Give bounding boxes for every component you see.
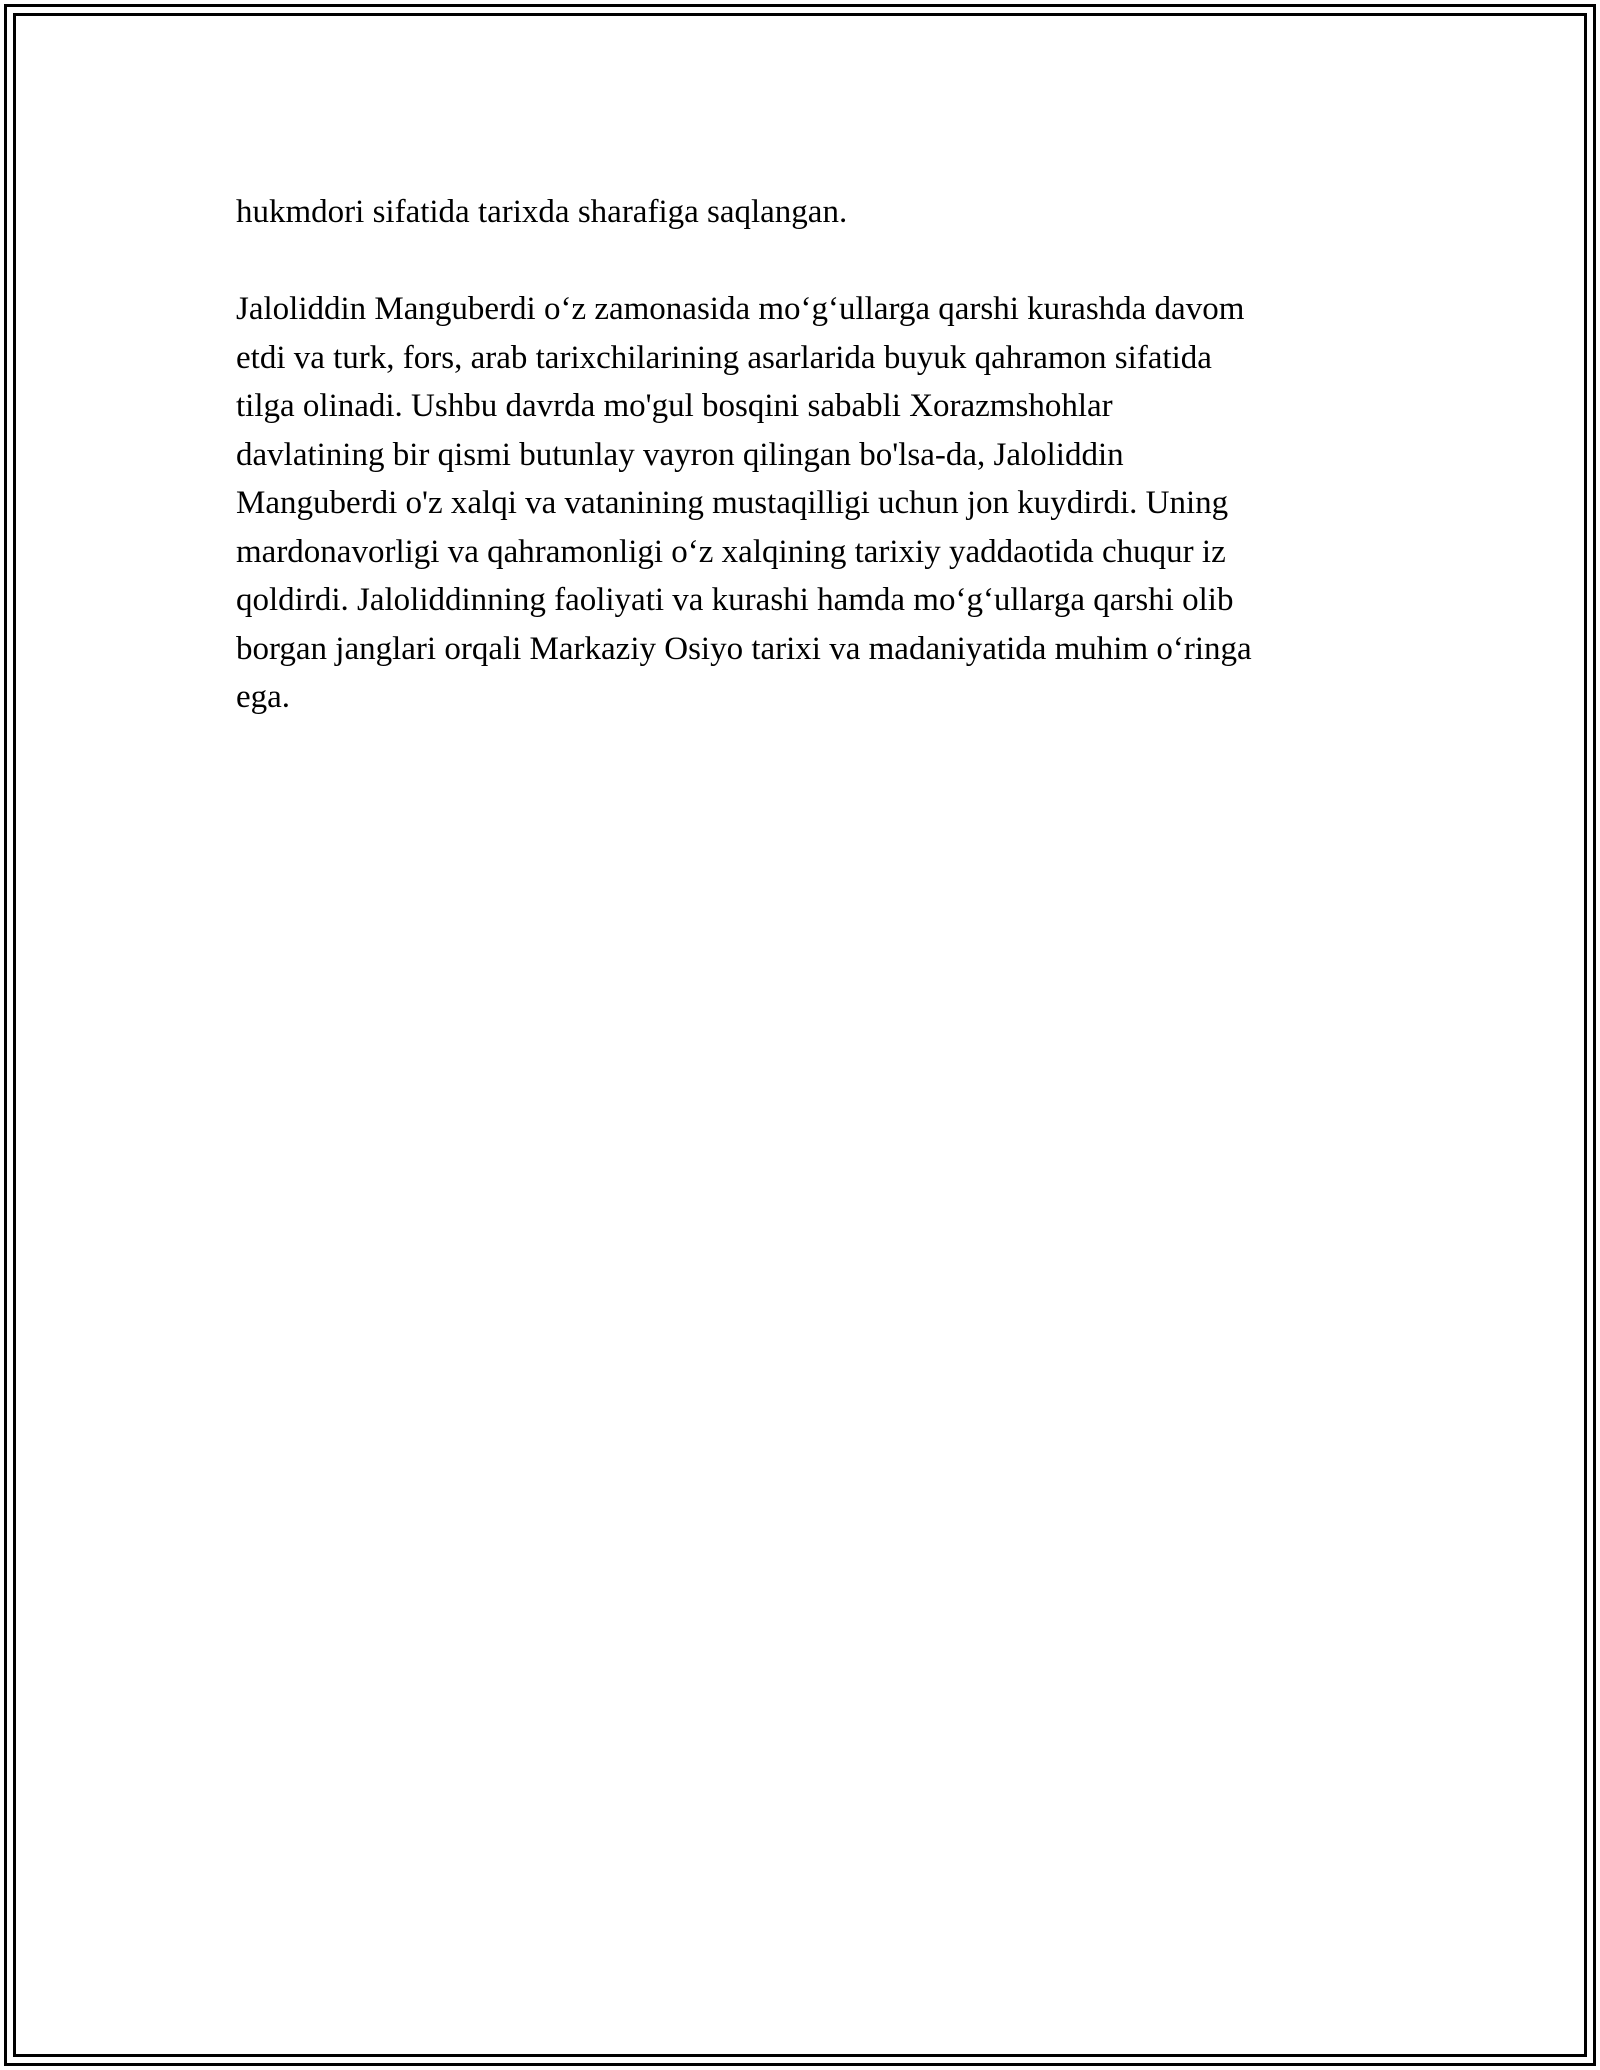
- text-line: ega.: [236, 679, 291, 715]
- paragraph-continuation: [236, 188, 1366, 237]
- text-line: qoldirdi. Jaloliddinning faoliyati va kurashi hamda mo‘g‘ullarga qarshi olib: [236, 582, 1234, 618]
- text-line: mardonavorligi va qahramonligi o‘z xalqining tarixiy yaddaotida chuqur iz: [236, 533, 1226, 570]
- document-body: [236, 188, 1366, 722]
- text-line: etdi va turk, fors, arab tarixchilarining asarlarida buyuk qahramon sifatida: [236, 339, 1212, 376]
- text-line: tilga olinadi. Ushbu davrda mo'gul bosqini sababli Xorazmshohlar: [236, 388, 1113, 424]
- text-line: davlatining bir qismi butunlay vayron qilingan bo'lsa-da, Jaloliddin: [236, 436, 1124, 473]
- text-line: hukmdori sifatida tarixda sharafiga saqlangan.: [236, 194, 848, 230]
- text-line: borgan janglari orqali Markaziy Osiyo tarixi va madaniyatida muhim o‘ringa: [236, 630, 1252, 667]
- text-line: Jaloliddin Manguberdi o‘z zamonasida mo‘g‘ullarga qarshi kurashda davom: [236, 291, 1245, 327]
- paragraph-jaloliddin: [236, 285, 1366, 722]
- text-line: Manguberdi o'z xalqi va vatanining mustaqilligi uchun jon kuydirdi. Uning: [236, 485, 1229, 521]
